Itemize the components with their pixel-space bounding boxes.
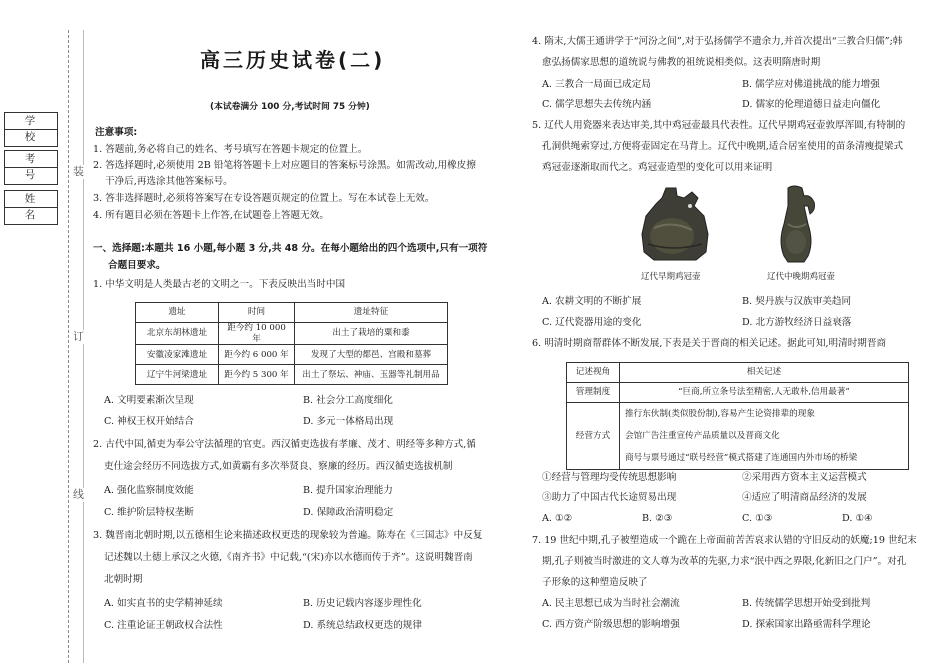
- q2-option-b[interactable]: B. 提升国家治理能力: [303, 485, 393, 496]
- section-heading: 一、选择题:本题共 16 小题,每小题 3 分,共 48 分。在每小题给出的四个选项中,只有一项符: [93, 243, 488, 254]
- q1-option-c[interactable]: C. 神权王权开始结合: [104, 416, 194, 427]
- q2-option-a[interactable]: A. 强化监察制度效能: [104, 485, 194, 496]
- table-row: [136, 345, 448, 365]
- q2-option-c[interactable]: C. 维护阶层特权垄断: [104, 507, 194, 518]
- table-row: [136, 365, 448, 385]
- q5-option-c[interactable]: C. 辽代瓷器用途的变化: [542, 317, 642, 328]
- q3-option-a[interactable]: A. 如实直书的史学精神延续: [104, 598, 223, 609]
- seal-char-ding: 订: [73, 330, 84, 343]
- q6-option-a[interactable]: A. ①②: [542, 513, 573, 524]
- seal-char-xian: 线: [73, 488, 84, 501]
- school-label: 学 校: [5, 113, 57, 130]
- q3-stem-line: 北朝时期: [104, 574, 143, 585]
- table-cell: 出土了栽培的粟和黍: [295, 323, 448, 345]
- table-cell: “巨商,所立条号法至精密,人无敢朴,信用最著”: [620, 383, 909, 403]
- q7-option-c[interactable]: C. 西方资产阶级思想的影响增强: [542, 619, 680, 630]
- q5-stem-line: 5. 辽代人用瓷器来表达审美,其中鸡冠壶最具代表性。辽代早期鸡冠壶敦厚浑圆,有特制的: [532, 120, 906, 131]
- q6-statement: ①经营与管理均受传统思想影响: [542, 472, 677, 483]
- q7-stem-line: 7. 19 世纪中期,孔子被塑造成一个跪在上帝面前苦苦哀求认错的守旧反动的妖魔;19 世纪末: [532, 535, 917, 546]
- note-line: 3. 答非选择题时,必须将答案写在专设答题页规定的位置上。写在本试卷上无效。: [93, 193, 435, 204]
- q4-option-d[interactable]: D. 儒家的伦理道德日益走向僵化: [742, 99, 881, 110]
- q7-option-d[interactable]: D. 探索国家出路亟需科学理论: [742, 619, 871, 630]
- table-cell-line: 商号与票号通过“联号经营”模式搭建了连通国内外市场的桥梁: [625, 453, 858, 463]
- q6-option-b[interactable]: B. ②③: [642, 513, 673, 524]
- q7-option-a[interactable]: A. 民主思想已成为当时社会潮流: [542, 598, 680, 609]
- table-cell-line: 会馆广告注重宣传产品质量以及晋商文化: [625, 431, 780, 441]
- late-chicken-crown-pot-image: [770, 184, 824, 266]
- early-chicken-crown-pot-image: [632, 184, 718, 266]
- table-cell: 安徽凌家滩遗址: [136, 345, 219, 365]
- note-line: 1. 答题前,务必将自己的姓名、考号填写在答题卡规定的位置上。: [93, 144, 368, 155]
- q4-option-b[interactable]: B. 儒学应对佛道挑战的能力增强: [742, 79, 880, 90]
- table-cell-line: 推行东伙制(类似股份制),容易产生论资排辈的现象: [625, 409, 815, 419]
- q3-option-d[interactable]: D. 系统总结政权更迭的规律: [303, 620, 422, 631]
- q3-stem-line: 记述魏以土德上承汉之火德,《南齐书》中记载,“(宋)亦以水德而传于齐”。这说明魏晋南: [104, 552, 473, 563]
- q1-option-b[interactable]: B. 社会分工高度细化: [303, 395, 393, 406]
- q4-stem-line: 愈弘扬儒家思想的道统说与佛教的祖统说相类似。这表明隋唐时期: [542, 57, 821, 68]
- q1-table: [135, 302, 448, 385]
- q3-option-b[interactable]: B. 历史记载内容逐步理性化: [303, 598, 422, 609]
- q6-table: [566, 362, 909, 470]
- caption-late: 辽代中晚期鸡冠壶: [767, 272, 836, 282]
- table-cell: 距今约 10 000 年: [219, 323, 295, 345]
- q5-option-a[interactable]: A. 农耕文明的不断扩展: [542, 296, 642, 307]
- section-heading-cont: 合题目要求。: [108, 260, 166, 271]
- table-header: 遗址: [136, 303, 219, 323]
- table-cell: 经营方式: [567, 403, 620, 470]
- q7-stem-line: 子形象的这种塑造反映了: [542, 577, 648, 588]
- q4-stem-line: 4. 隋末,大儒王通讲学于“河汾之间”,对于弘扬儒学不遗余力,并首次提出“三教合归儒”;韩: [532, 36, 903, 47]
- q6-statement: ③助力了中国古代长途贸易出现: [542, 492, 677, 503]
- table-header-row: [567, 363, 909, 383]
- table-row: [136, 323, 448, 345]
- exam-number-label: 考 号: [5, 151, 57, 168]
- table-cell: 辽宁牛河梁遗址: [136, 365, 219, 385]
- q5-stem-line: 孔洞供绳索穿过,方便将壶固定在马背上。辽代中晚期,适合居室使用的苗条清瘦提梁式: [542, 141, 904, 152]
- table-header: 遗址特征: [295, 303, 448, 323]
- q2-stem-line: 2. 古代中国,循吏为奉公守法循理的官吏。西汉循吏选拔有孝廉、茂才、明经等多种方式,循: [93, 439, 476, 450]
- table-cell: 出土了祭坛、神庙、玉器等礼制用品: [295, 365, 448, 385]
- table-cell: 北京东胡林遗址: [136, 323, 219, 345]
- table-header: 时间: [219, 303, 295, 323]
- q3-option-c[interactable]: C. 注重论证王朝政权合法性: [104, 620, 223, 631]
- q6-stem: 6. 明清时期商帮群体不断发展,下表是关于晋商的相关记述。据此可知,明清时期晋商: [532, 338, 887, 349]
- q6-statement: ②采用西方资本主义运营模式: [742, 472, 867, 483]
- table-cell: 距今约 5 300 年: [219, 365, 295, 385]
- q7-stem-line: 期,孔子则被当时激进的文人尊为改革的先驱,力求“泯中西之界限,化新旧之门户”。对孔: [542, 556, 907, 567]
- q1-option-a[interactable]: A. 文明要素渐次呈现: [104, 395, 194, 406]
- q2-option-d[interactable]: D. 保障政治清明稳定: [303, 507, 394, 518]
- table-header-row: [136, 303, 448, 323]
- seal-char-zhuang: 装: [73, 165, 84, 178]
- table-cell: 距今约 6 000 年: [219, 345, 295, 365]
- q7-option-b[interactable]: B. 传统儒学思想开始受到批判: [742, 598, 871, 609]
- name-field: [4, 190, 58, 225]
- page-title: 高三历史试卷(二): [200, 48, 386, 72]
- table-cell: 管理制度: [567, 383, 620, 403]
- q6-option-c[interactable]: C. ①③: [742, 513, 773, 524]
- note-line: 4. 所有题目必须在答题卡上作答,在试题卷上答题无效。: [93, 210, 329, 221]
- table-cell: 发现了大型的都邑、宫殿和墓葬: [295, 345, 448, 365]
- table-row: [567, 383, 909, 403]
- note-line: 干净后,再选涂其他答案标号。: [105, 176, 233, 187]
- table-header: 相关记述: [620, 363, 909, 383]
- note-line: 2. 答选择题时,必须使用 2B 铅笔将答题卡上对应题目的答案标号涂黑。如需改动,用橡皮擦: [93, 160, 476, 171]
- q1-option-d[interactable]: D. 多元一体格局出现: [303, 416, 394, 427]
- q6-statement: ④适应了明清商品经济的发展: [742, 492, 867, 503]
- table-row: [567, 403, 909, 470]
- binding-line-inner: [83, 30, 84, 663]
- q5-option-b[interactable]: B. 契丹族与汉族审美趋同: [742, 296, 852, 307]
- q2-stem-line: 吏仕途会经历不同选拔方式,如黄霸有多次举贤良、察廉的经历。西汉循吏选拔机制: [104, 461, 453, 472]
- q5-option-d[interactable]: D. 北方游牧经济日益衰落: [742, 317, 852, 328]
- notes-heading: 注意事项:: [95, 127, 138, 138]
- binding-line-outer: [68, 30, 69, 663]
- q4-option-c[interactable]: C. 儒学思想失去传统内涵: [542, 99, 652, 110]
- name-label: 姓 名: [5, 191, 57, 208]
- caption-early: 辽代早期鸡冠壶: [641, 272, 701, 282]
- table-header: 记述视角: [567, 363, 620, 383]
- table-cell: [620, 403, 909, 470]
- exam-number-field: [4, 150, 58, 185]
- q5-stem-line: 鸡冠壶逐渐取而代之。鸡冠壶造型的变化可以用来证明: [542, 162, 773, 173]
- q1-stem: 1. 中华文明是人类最古老的文明之一。下表反映出当时中国: [93, 279, 346, 290]
- q3-stem-line: 3. 魏晋南北朝时期,以五德相生论来描述政权更迭的现象较为普遍。陈寿在《三国志》中反复: [93, 530, 483, 541]
- q4-option-a[interactable]: A. 三教合一局面已成定局: [542, 79, 651, 90]
- exam-subtitle: (本试卷满分 100 分,考试时间 75 分钟): [210, 102, 370, 112]
- q6-option-d[interactable]: D. ①④: [842, 513, 873, 524]
- school-field: [4, 112, 58, 147]
